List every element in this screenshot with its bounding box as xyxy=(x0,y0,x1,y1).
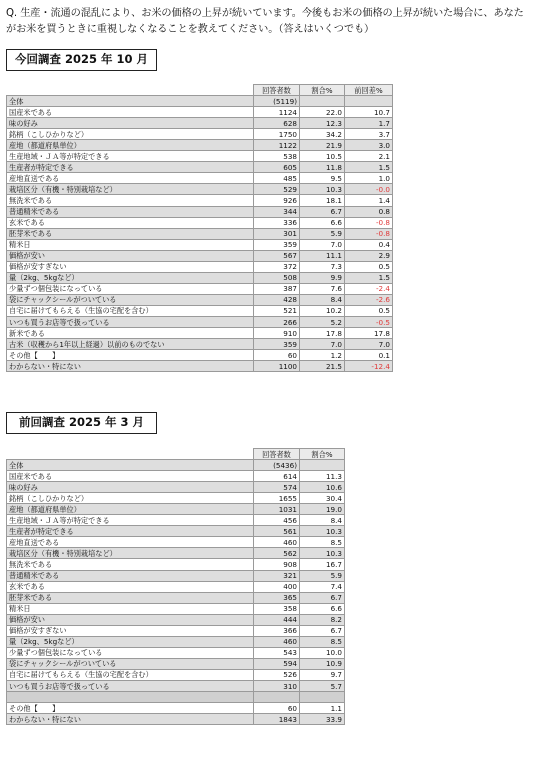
total-row xyxy=(7,96,393,107)
row-respondents: 594 xyxy=(254,658,300,669)
row-respondents: 1655 xyxy=(254,493,300,504)
header-respondents: 回答者数 xyxy=(254,449,300,460)
table-row xyxy=(7,636,345,647)
row-percent: 12.3 xyxy=(300,118,345,129)
row-percent: 9.7 xyxy=(300,669,345,680)
row-respondents: 526 xyxy=(254,669,300,680)
table-row xyxy=(7,559,345,570)
row-respondents: 301 xyxy=(254,228,300,239)
table-row xyxy=(7,714,345,725)
table-row xyxy=(7,625,345,636)
row-respondents: 358 xyxy=(254,603,300,614)
row-label: その他【 】 xyxy=(7,350,254,361)
row-percent: 11.3 xyxy=(300,471,345,482)
row-percent: 1.1 xyxy=(300,703,345,714)
row-label: 新米である xyxy=(7,328,254,339)
table-row xyxy=(7,592,345,603)
not-asked-block xyxy=(7,692,345,703)
row-percent: 10.0 xyxy=(300,647,345,658)
row-percent: 8.2 xyxy=(300,614,345,625)
table-row xyxy=(7,217,393,228)
row-respondents: 372 xyxy=(254,261,300,272)
table-row xyxy=(7,669,345,680)
table-row xyxy=(7,206,393,217)
table-row xyxy=(7,129,393,140)
row-diff: 10.7 xyxy=(345,107,393,118)
blank-cell xyxy=(7,692,254,703)
row-label: 価格が安すぎない xyxy=(7,625,254,636)
row-label: 産地（都道府県単位） xyxy=(7,504,254,515)
row-respondents: 485 xyxy=(254,173,300,184)
table-row xyxy=(7,515,345,526)
row-diff: 7.0 xyxy=(345,339,393,350)
table-row xyxy=(7,658,345,669)
row-percent: 19.0 xyxy=(300,504,345,515)
table-row xyxy=(7,118,393,129)
row-percent: 7.0 xyxy=(300,339,345,350)
row-label: 産地（都道府県単位） xyxy=(7,140,254,151)
row-respondents: 543 xyxy=(254,647,300,658)
table-row xyxy=(7,471,345,482)
row-diff xyxy=(345,96,393,107)
table-row xyxy=(7,339,393,350)
row-percent: 9.5 xyxy=(300,173,345,184)
row-label: 量（2kg、5kgなど） xyxy=(7,272,254,283)
table-row xyxy=(7,272,393,283)
row-label: 生産地域・ＪＡ等が特定できる xyxy=(7,151,254,162)
row-diff: 0.5 xyxy=(345,261,393,272)
row-label: 産地直送である xyxy=(7,173,254,184)
row-label: 無洗米である xyxy=(7,195,254,206)
row-diff: 1.5 xyxy=(345,162,393,173)
row-label: いつも買うお店等で扱っている xyxy=(7,680,254,691)
table-row xyxy=(7,328,393,339)
row-percent: 18.1 xyxy=(300,195,345,206)
row-percent: 16.7 xyxy=(300,559,345,570)
table-row xyxy=(7,361,393,372)
row-label: わからない・特にない xyxy=(7,714,254,725)
table-row xyxy=(7,603,345,614)
row-percent: 30.4 xyxy=(300,493,345,504)
row-respondents: 460 xyxy=(254,636,300,647)
row-respondents: 1750 xyxy=(254,129,300,140)
row-respondents: 529 xyxy=(254,184,300,195)
total-row xyxy=(7,460,345,471)
table-row xyxy=(7,680,345,691)
row-diff: 1.0 xyxy=(345,173,393,184)
row-percent: 7.0 xyxy=(300,239,345,250)
row-percent: 10.2 xyxy=(300,305,345,316)
row-percent: 5.7 xyxy=(300,680,345,691)
row-label: 玄米である xyxy=(7,217,254,228)
row-percent: 21.9 xyxy=(300,140,345,151)
blank-cell xyxy=(300,692,345,703)
row-respondents: 926 xyxy=(254,195,300,206)
row-respondents: (5436) xyxy=(254,460,300,471)
table-row xyxy=(7,173,393,184)
row-diff: 0.5 xyxy=(345,305,393,316)
table-row xyxy=(7,184,393,195)
current-survey-title: 今回調査 2025 年 10 月 xyxy=(6,49,157,71)
blank-cell xyxy=(254,692,300,703)
row-percent: 10.3 xyxy=(300,526,345,537)
table-row xyxy=(7,228,393,239)
row-diff: 2.1 xyxy=(345,151,393,162)
row-percent: 6.6 xyxy=(300,217,345,228)
table-row xyxy=(7,283,393,294)
row-percent xyxy=(300,96,345,107)
row-respondents: 359 xyxy=(254,339,300,350)
row-diff: -0.5 xyxy=(345,316,393,327)
table-row xyxy=(7,261,393,272)
row-percent: 22.0 xyxy=(300,107,345,118)
row-percent: 7.6 xyxy=(300,283,345,294)
row-respondents: 605 xyxy=(254,162,300,173)
table-row xyxy=(7,350,393,361)
row-respondents: 908 xyxy=(254,559,300,570)
table-row xyxy=(7,294,393,305)
row-respondents: 460 xyxy=(254,537,300,548)
row-label: 価格が安すぎない xyxy=(7,261,254,272)
table-row xyxy=(7,581,345,592)
row-label: 全体 xyxy=(7,96,254,107)
row-label: 産地直送である xyxy=(7,537,254,548)
header-spacer xyxy=(7,449,254,460)
table-row xyxy=(7,250,393,261)
table-row xyxy=(7,107,393,118)
row-label: 生産者が特定できる xyxy=(7,162,254,173)
row-respondents: 60 xyxy=(254,350,300,361)
row-diff: 17.8 xyxy=(345,328,393,339)
row-label: 玄米である xyxy=(7,581,254,592)
row-diff: 3.7 xyxy=(345,129,393,140)
row-diff: 3.0 xyxy=(345,140,393,151)
row-label: 味の好み xyxy=(7,118,254,129)
row-respondents: 614 xyxy=(254,471,300,482)
row-label: 無洗米である xyxy=(7,559,254,570)
row-percent: 8.4 xyxy=(300,294,345,305)
row-percent: 5.9 xyxy=(300,570,345,581)
header-percent: 割合% xyxy=(300,85,345,96)
row-label: 銘柄（こしひかりなど） xyxy=(7,493,254,504)
row-percent: 6.7 xyxy=(300,592,345,603)
row-label: わからない・特にない xyxy=(7,361,254,372)
row-percent: 10.9 xyxy=(300,658,345,669)
row-respondents: 400 xyxy=(254,581,300,592)
row-respondents: 628 xyxy=(254,118,300,129)
row-label: 少量ずつ個包装になっている xyxy=(7,647,254,658)
row-diff: 2.9 xyxy=(345,250,393,261)
row-percent: 10.5 xyxy=(300,151,345,162)
row-percent: 33.9 xyxy=(300,714,345,725)
row-respondents: 561 xyxy=(254,526,300,537)
row-respondents: 910 xyxy=(254,328,300,339)
row-respondents: 562 xyxy=(254,548,300,559)
previous-survey-title: 前回調査 2025 年 3 月 xyxy=(6,412,157,434)
row-diff: 0.1 xyxy=(345,350,393,361)
table-row xyxy=(7,239,393,250)
row-label: 袋にチャックシールがついている xyxy=(7,658,254,669)
table-row xyxy=(7,195,393,206)
row-label: いつも買うお店等で扱っている xyxy=(7,316,254,327)
row-label: 国産米である xyxy=(7,471,254,482)
row-respondents: 344 xyxy=(254,206,300,217)
row-respondents: 336 xyxy=(254,217,300,228)
table-row xyxy=(7,703,345,714)
row-respondents: 574 xyxy=(254,482,300,493)
row-respondents: 1124 xyxy=(254,107,300,118)
row-respondents: 428 xyxy=(254,294,300,305)
row-percent: 8.4 xyxy=(300,515,345,526)
row-percent: 6.7 xyxy=(300,625,345,636)
row-diff: 1.5 xyxy=(345,272,393,283)
row-percent xyxy=(300,460,345,471)
row-respondents: 387 xyxy=(254,283,300,294)
row-label: 普通精米である xyxy=(7,570,254,581)
row-respondents: (5119) xyxy=(254,96,300,107)
row-label: 袋にチャックシールがついている xyxy=(7,294,254,305)
row-diff: 0.8 xyxy=(345,206,393,217)
row-diff: -0.8 xyxy=(345,228,393,239)
row-label: 生産地域・ＪＡ等が特定できる xyxy=(7,515,254,526)
row-label: 生産者が特定できる xyxy=(7,526,254,537)
previous-survey-table xyxy=(6,448,345,725)
row-label: 自宅に届けてもらえる（生協の宅配を含む） xyxy=(7,305,254,316)
question-text: Q. 生産・流通の混乱により、お米の価格の上昇が続いています。今後もお米の価格の上昇が続いた場合に、あなたがお米を買うときに重視しなくなることを教えてください。（答えはいくつでも） xyxy=(6,8,524,35)
table-row xyxy=(7,647,345,658)
row-respondents: 366 xyxy=(254,625,300,636)
table-row xyxy=(7,614,345,625)
table-row xyxy=(7,493,345,504)
row-respondents: 1031 xyxy=(254,504,300,515)
row-percent: 5.9 xyxy=(300,228,345,239)
row-respondents: 310 xyxy=(254,680,300,691)
row-label: 価格が安い xyxy=(7,614,254,625)
header-percent: 割合% xyxy=(300,449,345,460)
row-diff: -2.6 xyxy=(345,294,393,305)
row-label: 栽培区分（有機・特別栽培など） xyxy=(7,548,254,559)
row-label: 価格が安い xyxy=(7,250,254,261)
table-row xyxy=(7,316,393,327)
row-respondents: 456 xyxy=(254,515,300,526)
row-label: 自宅に届けてもらえる（生協の宅配を含む） xyxy=(7,669,254,680)
row-respondents: 1843 xyxy=(254,714,300,725)
row-label: 胚芽米である xyxy=(7,592,254,603)
row-percent: 7.3 xyxy=(300,261,345,272)
row-diff: 0.4 xyxy=(345,239,393,250)
row-label: 栽培区分（有機・特別栽培など） xyxy=(7,184,254,195)
row-label: 国産米である xyxy=(7,107,254,118)
row-diff: -0.8 xyxy=(345,217,393,228)
row-diff: 1.7 xyxy=(345,118,393,129)
row-respondents: 266 xyxy=(254,316,300,327)
table-row xyxy=(7,305,393,316)
table-row xyxy=(7,537,345,548)
row-diff: -2.4 xyxy=(345,283,393,294)
header-diff: 前回差% xyxy=(345,85,393,96)
row-percent: 5.2 xyxy=(300,316,345,327)
row-respondents: 538 xyxy=(254,151,300,162)
row-label: 普通精米である xyxy=(7,206,254,217)
row-percent: 10.6 xyxy=(300,482,345,493)
row-respondents: 321 xyxy=(254,570,300,581)
row-label: その他【 】 xyxy=(7,703,254,714)
header-respondents: 回答者数 xyxy=(254,85,300,96)
row-label: 古米（収穫から1年以上経過）以前のものでない xyxy=(7,339,254,350)
row-percent: 6.7 xyxy=(300,206,345,217)
row-percent: 9.9 xyxy=(300,272,345,283)
row-percent: 21.5 xyxy=(300,361,345,372)
table-row xyxy=(7,548,345,559)
row-percent: 8.5 xyxy=(300,537,345,548)
row-respondents: 365 xyxy=(254,592,300,603)
row-diff: -0.0 xyxy=(345,184,393,195)
row-respondents: 521 xyxy=(254,305,300,316)
row-respondents: 1100 xyxy=(254,361,300,372)
row-label: 全体 xyxy=(7,460,254,471)
row-percent: 7.4 xyxy=(300,581,345,592)
row-label: 精米日 xyxy=(7,603,254,614)
table-row xyxy=(7,162,393,173)
row-respondents: 359 xyxy=(254,239,300,250)
row-respondents: 60 xyxy=(254,703,300,714)
row-percent: 6.6 xyxy=(300,603,345,614)
row-label: 銘柄（こしひかりなど） xyxy=(7,129,254,140)
current-survey-table xyxy=(6,84,393,372)
row-respondents: 508 xyxy=(254,272,300,283)
row-percent: 8.5 xyxy=(300,636,345,647)
row-label: 少量ずつ個包装になっている xyxy=(7,283,254,294)
row-label: 量（2kg、5kgなど） xyxy=(7,636,254,647)
row-label: 胚芽米である xyxy=(7,228,254,239)
row-diff: -12.4 xyxy=(345,361,393,372)
row-percent: 34.2 xyxy=(300,129,345,140)
table-row xyxy=(7,526,345,537)
table-row xyxy=(7,570,345,581)
table-row xyxy=(7,482,345,493)
table-row xyxy=(7,504,345,515)
row-percent: 1.2 xyxy=(300,350,345,361)
header-spacer xyxy=(7,85,254,96)
row-diff: 1.4 xyxy=(345,195,393,206)
table-row xyxy=(7,140,393,151)
row-respondents: 444 xyxy=(254,614,300,625)
row-label: 味の好み xyxy=(7,482,254,493)
row-percent: 10.3 xyxy=(300,548,345,559)
row-percent: 11.1 xyxy=(300,250,345,261)
row-percent: 11.8 xyxy=(300,162,345,173)
row-percent: 17.8 xyxy=(300,328,345,339)
row-label: 精米日 xyxy=(7,239,254,250)
row-percent: 10.3 xyxy=(300,184,345,195)
row-respondents: 1122 xyxy=(254,140,300,151)
row-respondents: 567 xyxy=(254,250,300,261)
table-row xyxy=(7,151,393,162)
